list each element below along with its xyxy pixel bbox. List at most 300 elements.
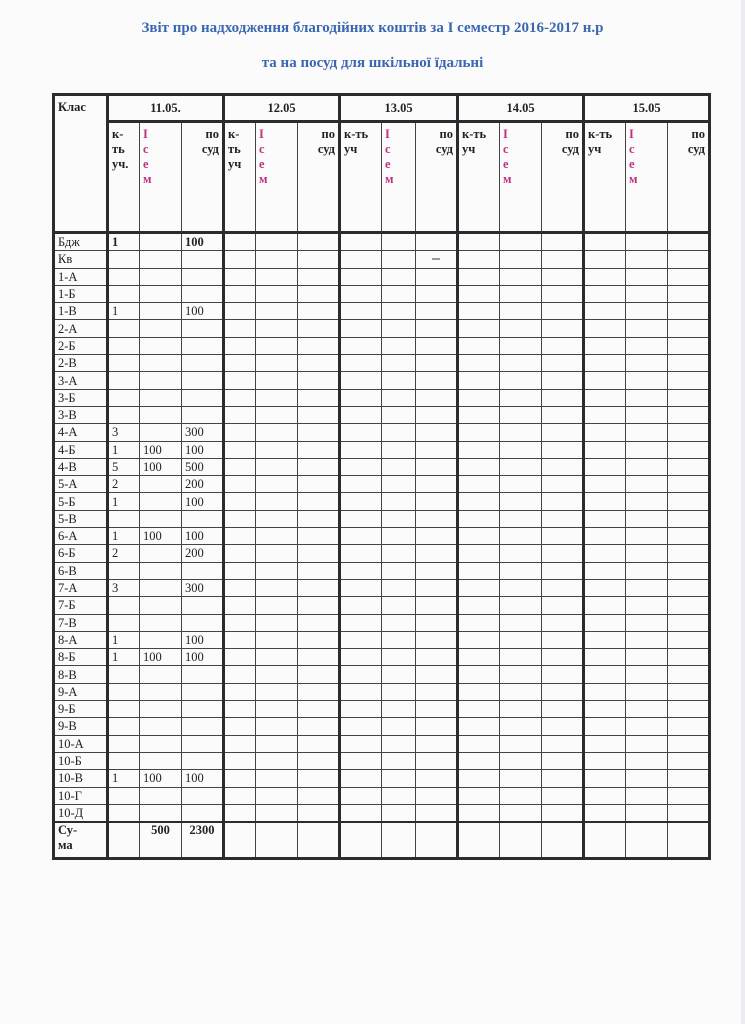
cell-count bbox=[340, 441, 382, 458]
cell-dishes: 200 bbox=[182, 476, 224, 493]
cell-lesson bbox=[140, 355, 182, 372]
cell-dishes bbox=[182, 787, 224, 804]
cell-dishes bbox=[182, 666, 224, 683]
cell-count bbox=[584, 545, 626, 562]
cell-dishes bbox=[542, 337, 584, 354]
cell-dishes bbox=[668, 666, 710, 683]
cell-dishes bbox=[542, 458, 584, 475]
cell-count bbox=[458, 735, 500, 752]
table-row bbox=[54, 493, 710, 510]
cell-count: 1 bbox=[108, 528, 140, 545]
header-lesson: І с е м bbox=[626, 122, 668, 233]
cell-lesson: 100 bbox=[140, 458, 182, 475]
cell-dishes bbox=[182, 718, 224, 735]
cell-count bbox=[458, 251, 500, 268]
cell-lesson bbox=[382, 562, 416, 579]
cell-klas: 3-А bbox=[54, 372, 108, 389]
cell-lesson bbox=[140, 752, 182, 769]
cell-count bbox=[224, 458, 256, 475]
cell-count bbox=[340, 597, 382, 614]
cell-dishes: 100 bbox=[182, 441, 224, 458]
table-row bbox=[54, 787, 710, 804]
cell-lesson bbox=[256, 735, 298, 752]
cell-dishes bbox=[416, 597, 458, 614]
cell-klas: 8-Б bbox=[54, 649, 108, 666]
cell-lesson bbox=[500, 614, 542, 631]
cell-lesson bbox=[256, 804, 298, 822]
cell-lesson bbox=[256, 701, 298, 718]
cell-dishes: 100 bbox=[182, 233, 224, 251]
cell-lesson bbox=[256, 355, 298, 372]
cell-lesson bbox=[140, 683, 182, 700]
cell-count bbox=[108, 372, 140, 389]
cell-count bbox=[458, 441, 500, 458]
cell-lesson bbox=[500, 251, 542, 268]
cell-lesson bbox=[626, 510, 668, 527]
cell-count bbox=[224, 320, 256, 337]
cell-klas: 7-В bbox=[54, 614, 108, 631]
cell-dishes bbox=[298, 389, 340, 406]
cell-count bbox=[340, 770, 382, 787]
cell-lesson bbox=[382, 770, 416, 787]
cell-lesson bbox=[626, 597, 668, 614]
cell-dishes: 100 bbox=[182, 631, 224, 648]
cell-dishes bbox=[542, 285, 584, 302]
table-row bbox=[54, 233, 710, 251]
cell-count bbox=[224, 424, 256, 441]
cell-dishes bbox=[668, 579, 710, 596]
cell-dishes bbox=[298, 337, 340, 354]
cell-count bbox=[340, 718, 382, 735]
header-dishes: по суд bbox=[542, 122, 584, 233]
cell-count bbox=[224, 666, 256, 683]
cell-dishes bbox=[182, 701, 224, 718]
header-dishes: по суд bbox=[668, 122, 710, 233]
cell-lesson bbox=[382, 493, 416, 510]
cell-count bbox=[584, 372, 626, 389]
cell-count bbox=[340, 683, 382, 700]
cell-count bbox=[584, 649, 626, 666]
sum-count bbox=[340, 822, 382, 859]
cell-count bbox=[458, 614, 500, 631]
cell-lesson bbox=[626, 701, 668, 718]
table-row bbox=[54, 735, 710, 752]
cell-count bbox=[224, 493, 256, 510]
cell-klas: 6-В bbox=[54, 562, 108, 579]
cell-count bbox=[584, 355, 626, 372]
cell-dishes bbox=[416, 441, 458, 458]
cell-klas: 4-А bbox=[54, 424, 108, 441]
cell-lesson bbox=[140, 631, 182, 648]
cell-klas: 10-А bbox=[54, 735, 108, 752]
cell-lesson bbox=[382, 285, 416, 302]
cell-count bbox=[224, 718, 256, 735]
cell-dishes bbox=[668, 562, 710, 579]
cell-count bbox=[340, 355, 382, 372]
cell-lesson bbox=[500, 424, 542, 441]
cell-dishes bbox=[298, 614, 340, 631]
cell-dishes bbox=[298, 701, 340, 718]
cell-count bbox=[340, 458, 382, 475]
cell-klas: 10-Г bbox=[54, 787, 108, 804]
cell-lesson bbox=[626, 735, 668, 752]
cell-count bbox=[584, 614, 626, 631]
cell-dishes bbox=[298, 683, 340, 700]
cell-dishes bbox=[668, 441, 710, 458]
cell-lesson bbox=[500, 528, 542, 545]
cell-count bbox=[458, 597, 500, 614]
cell-count bbox=[224, 303, 256, 320]
sum-lesson bbox=[256, 822, 298, 859]
cell-count bbox=[340, 285, 382, 302]
cell-klas: 1-Б bbox=[54, 285, 108, 302]
sum-dishes bbox=[416, 822, 458, 859]
cell-count bbox=[584, 510, 626, 527]
cell-dishes bbox=[416, 389, 458, 406]
header-count: к- ть уч bbox=[224, 122, 256, 233]
table-row bbox=[54, 545, 710, 562]
cell-dishes bbox=[542, 683, 584, 700]
cell-count: 1 bbox=[108, 649, 140, 666]
table-row bbox=[54, 285, 710, 302]
cell-count bbox=[458, 406, 500, 423]
cell-dishes bbox=[182, 683, 224, 700]
cell-lesson bbox=[500, 285, 542, 302]
cell-dishes bbox=[182, 320, 224, 337]
sum-count bbox=[458, 822, 500, 859]
cell-dishes: 100 bbox=[182, 770, 224, 787]
table-row bbox=[54, 389, 710, 406]
cell-lesson bbox=[382, 528, 416, 545]
cell-lesson bbox=[256, 320, 298, 337]
header-count: к-ть уч bbox=[340, 122, 382, 233]
cell-dishes bbox=[542, 649, 584, 666]
cell-dishes bbox=[416, 787, 458, 804]
cell-count bbox=[340, 424, 382, 441]
cell-dishes bbox=[416, 337, 458, 354]
cell-lesson bbox=[256, 389, 298, 406]
cell-dishes bbox=[298, 770, 340, 787]
cell-dishes bbox=[416, 285, 458, 302]
cell-count bbox=[224, 545, 256, 562]
cell-dishes bbox=[416, 320, 458, 337]
cell-lesson bbox=[500, 545, 542, 562]
cell-dishes bbox=[542, 528, 584, 545]
cell-lesson bbox=[500, 389, 542, 406]
cell-dishes bbox=[668, 406, 710, 423]
header-dishes: по суд bbox=[182, 122, 224, 233]
cell-count bbox=[458, 562, 500, 579]
cell-count bbox=[340, 701, 382, 718]
cell-count: 2 bbox=[108, 476, 140, 493]
cell-lesson bbox=[500, 510, 542, 527]
cell-lesson bbox=[382, 303, 416, 320]
cell-dishes bbox=[298, 510, 340, 527]
cell-lesson: 100 bbox=[140, 528, 182, 545]
cell-lesson bbox=[140, 320, 182, 337]
cell-klas: 9-В bbox=[54, 718, 108, 735]
cell-lesson bbox=[140, 389, 182, 406]
cell-dishes: 300 bbox=[182, 424, 224, 441]
cell-dishes bbox=[182, 406, 224, 423]
cell-count bbox=[224, 441, 256, 458]
cell-lesson bbox=[626, 268, 668, 285]
cell-count bbox=[584, 631, 626, 648]
cell-lesson bbox=[626, 545, 668, 562]
cell-count: 3 bbox=[108, 424, 140, 441]
cell-count bbox=[584, 735, 626, 752]
cell-dishes bbox=[298, 493, 340, 510]
cell-count bbox=[340, 614, 382, 631]
table-row bbox=[54, 458, 710, 475]
cell-dishes bbox=[542, 441, 584, 458]
cell-lesson bbox=[140, 285, 182, 302]
cell-dishes bbox=[668, 372, 710, 389]
cell-count bbox=[224, 406, 256, 423]
header-date: 13.05 bbox=[340, 95, 458, 122]
cell-dishes bbox=[182, 355, 224, 372]
cell-dishes bbox=[298, 562, 340, 579]
cell-klas: 7-Б bbox=[54, 597, 108, 614]
cell-lesson bbox=[140, 701, 182, 718]
cell-count bbox=[224, 597, 256, 614]
cell-count: 1 bbox=[108, 233, 140, 251]
cell-count bbox=[584, 579, 626, 596]
cell-dishes bbox=[668, 735, 710, 752]
cell-dishes bbox=[298, 233, 340, 251]
cell-count bbox=[224, 735, 256, 752]
table-row bbox=[54, 614, 710, 631]
cell-dishes: 300 bbox=[182, 579, 224, 596]
cell-count bbox=[584, 770, 626, 787]
cell-dishes bbox=[542, 355, 584, 372]
cell-count: 1 bbox=[108, 631, 140, 648]
header-date: 12.05 bbox=[224, 95, 340, 122]
cell-lesson bbox=[382, 476, 416, 493]
cell-count bbox=[458, 701, 500, 718]
cell-count bbox=[584, 666, 626, 683]
cell-lesson bbox=[626, 666, 668, 683]
cell-lesson bbox=[382, 735, 416, 752]
cell-dishes bbox=[542, 701, 584, 718]
cell-dishes bbox=[668, 510, 710, 527]
cell-lesson bbox=[626, 320, 668, 337]
cell-count bbox=[224, 804, 256, 822]
cell-dishes bbox=[298, 804, 340, 822]
cell-lesson bbox=[626, 787, 668, 804]
cell-count bbox=[108, 666, 140, 683]
sum-lesson bbox=[500, 822, 542, 859]
cell-klas: 1-В bbox=[54, 303, 108, 320]
cell-dishes bbox=[668, 649, 710, 666]
cell-dishes bbox=[416, 649, 458, 666]
cell-count bbox=[340, 787, 382, 804]
cell-dishes bbox=[298, 424, 340, 441]
header-count: к-ть уч bbox=[584, 122, 626, 233]
cell-lesson bbox=[140, 303, 182, 320]
cell-dishes bbox=[298, 320, 340, 337]
cell-lesson bbox=[500, 337, 542, 354]
cell-lesson bbox=[382, 666, 416, 683]
cell-dishes bbox=[298, 666, 340, 683]
cell-dishes bbox=[542, 493, 584, 510]
cell-count bbox=[340, 372, 382, 389]
cell-count bbox=[458, 545, 500, 562]
cell-count bbox=[340, 303, 382, 320]
cell-lesson bbox=[140, 579, 182, 596]
cell-dishes bbox=[416, 562, 458, 579]
cell-klas: 4-В bbox=[54, 458, 108, 475]
cell-dishes bbox=[542, 545, 584, 562]
cell-count bbox=[584, 701, 626, 718]
cell-count bbox=[458, 389, 500, 406]
cell-klas: 5-А bbox=[54, 476, 108, 493]
cell-dishes bbox=[542, 718, 584, 735]
cell-lesson bbox=[626, 285, 668, 302]
cell-count bbox=[584, 804, 626, 822]
cell-lesson bbox=[140, 545, 182, 562]
cell-lesson bbox=[256, 337, 298, 354]
table-row bbox=[54, 804, 710, 822]
cell-lesson bbox=[626, 804, 668, 822]
cell-lesson bbox=[382, 320, 416, 337]
cell-count bbox=[108, 804, 140, 822]
cell-count bbox=[584, 752, 626, 769]
cell-count bbox=[340, 493, 382, 510]
cell-lesson bbox=[382, 458, 416, 475]
cell-dishes bbox=[668, 285, 710, 302]
cell-dishes bbox=[416, 666, 458, 683]
cell-count bbox=[458, 718, 500, 735]
cell-count bbox=[584, 718, 626, 735]
cell-lesson bbox=[256, 424, 298, 441]
cell-count bbox=[458, 285, 500, 302]
cell-lesson bbox=[626, 770, 668, 787]
cell-dishes bbox=[298, 251, 340, 268]
cell-lesson bbox=[382, 752, 416, 769]
cell-count bbox=[584, 285, 626, 302]
cell-count bbox=[458, 424, 500, 441]
cell-dishes bbox=[298, 597, 340, 614]
cell-klas: 6-Б bbox=[54, 545, 108, 562]
cell-lesson bbox=[256, 614, 298, 631]
cell-dishes bbox=[182, 285, 224, 302]
cell-dishes bbox=[298, 372, 340, 389]
cell-dishes bbox=[182, 614, 224, 631]
report-title-line-1: Звіт про надходження благодійних коштів за І семестр 2016-2017 н.р bbox=[141, 20, 604, 36]
cell-count bbox=[584, 528, 626, 545]
cell-count bbox=[340, 545, 382, 562]
cell-count bbox=[108, 787, 140, 804]
cell-dishes bbox=[182, 389, 224, 406]
cell-lesson bbox=[500, 752, 542, 769]
cell-count bbox=[584, 233, 626, 251]
cell-count bbox=[584, 683, 626, 700]
cell-klas: Бдж bbox=[54, 233, 108, 251]
cell-dishes bbox=[298, 735, 340, 752]
cell-lesson: 100 bbox=[140, 770, 182, 787]
cell-lesson bbox=[626, 631, 668, 648]
cell-dishes bbox=[298, 528, 340, 545]
cell-lesson bbox=[626, 562, 668, 579]
cell-count bbox=[584, 389, 626, 406]
cell-lesson bbox=[382, 614, 416, 631]
sum-dishes bbox=[668, 822, 710, 859]
cell-count bbox=[108, 389, 140, 406]
cell-count bbox=[108, 735, 140, 752]
cell-klas: 7-А bbox=[54, 579, 108, 596]
cell-lesson bbox=[626, 579, 668, 596]
cell-count bbox=[584, 337, 626, 354]
cell-dishes bbox=[668, 597, 710, 614]
cell-count bbox=[584, 597, 626, 614]
cell-count bbox=[224, 528, 256, 545]
cell-lesson bbox=[256, 233, 298, 251]
cell-dishes bbox=[542, 770, 584, 787]
cell-count bbox=[224, 285, 256, 302]
cell-lesson bbox=[626, 406, 668, 423]
cell-dishes bbox=[182, 597, 224, 614]
cell-dishes bbox=[416, 528, 458, 545]
cell-count bbox=[224, 389, 256, 406]
cell-dishes bbox=[542, 666, 584, 683]
cell-lesson bbox=[140, 493, 182, 510]
cell-lesson bbox=[500, 649, 542, 666]
table-row bbox=[54, 268, 710, 285]
cell-dishes bbox=[416, 718, 458, 735]
cell-count bbox=[458, 355, 500, 372]
cell-lesson bbox=[382, 355, 416, 372]
cell-lesson bbox=[256, 597, 298, 614]
cell-lesson bbox=[626, 424, 668, 441]
cell-lesson bbox=[382, 701, 416, 718]
cell-dishes bbox=[668, 528, 710, 545]
table-row bbox=[54, 701, 710, 718]
cell-lesson bbox=[256, 770, 298, 787]
header-dishes: по суд bbox=[416, 122, 458, 233]
cell-dishes bbox=[298, 458, 340, 475]
header-lesson: І с е м bbox=[140, 122, 182, 233]
cell-lesson bbox=[500, 579, 542, 596]
cell-count bbox=[224, 770, 256, 787]
cell-lesson bbox=[500, 406, 542, 423]
cell-dishes bbox=[298, 406, 340, 423]
cell-count bbox=[584, 303, 626, 320]
table-row bbox=[54, 666, 710, 683]
cell-klas: 2-Б bbox=[54, 337, 108, 354]
cell-count bbox=[584, 787, 626, 804]
cell-lesson bbox=[256, 476, 298, 493]
cell-dishes bbox=[668, 493, 710, 510]
cell-dishes bbox=[668, 389, 710, 406]
cell-count bbox=[108, 701, 140, 718]
cell-lesson bbox=[500, 562, 542, 579]
cell-dishes bbox=[416, 458, 458, 475]
cell-klas: 10-Б bbox=[54, 752, 108, 769]
cell-dishes bbox=[416, 701, 458, 718]
cell-count bbox=[584, 424, 626, 441]
cell-lesson bbox=[256, 545, 298, 562]
table-row bbox=[54, 303, 710, 320]
cell-count bbox=[108, 251, 140, 268]
cell-dishes bbox=[298, 579, 340, 596]
cell-dishes bbox=[298, 787, 340, 804]
cell-count bbox=[224, 579, 256, 596]
cell-lesson bbox=[256, 649, 298, 666]
cell-lesson bbox=[140, 718, 182, 735]
cell-lesson bbox=[140, 562, 182, 579]
sum-lesson: 500 bbox=[140, 822, 182, 859]
